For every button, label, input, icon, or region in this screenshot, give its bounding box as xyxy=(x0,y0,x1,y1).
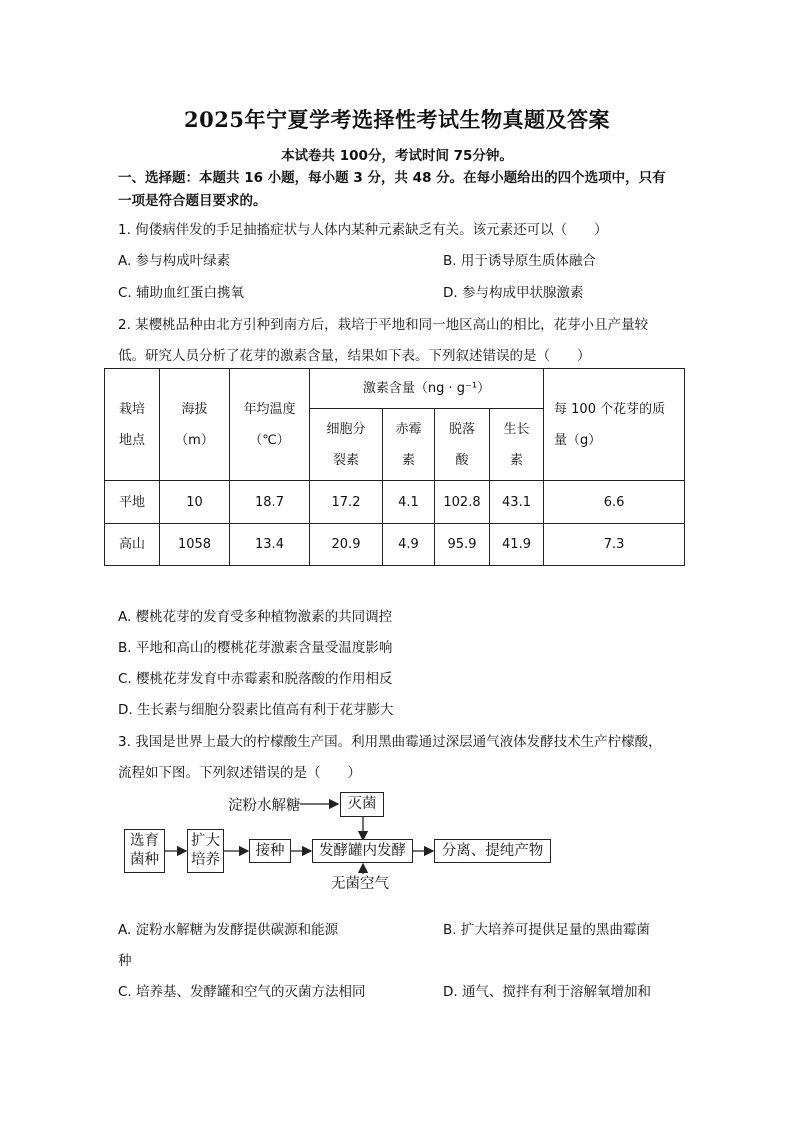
q3-option-a: A. 淀粉水解糖为发酵提供碳源和能源 xyxy=(118,922,339,938)
cell-bud-mass: 6.6 xyxy=(544,481,685,524)
q2-option-c: C. 樱桃花芽发育中赤霉素和脱落酸的作用相反 xyxy=(118,671,393,687)
table-row xyxy=(105,481,685,524)
q2-option-d: D. 生长素与细胞分裂素比值高有利于花芽膨大 xyxy=(118,702,394,718)
cell-cytokinin: 20.9 xyxy=(310,524,383,566)
cell-gibberellin: 4.1 xyxy=(383,481,435,524)
q1-stem: 1. 佝偻病伴发的手足抽搐症状与人体内某种元素缺乏有关。该元素还可以（ ） xyxy=(118,222,608,238)
header-auxin: 生长 素 xyxy=(490,409,544,481)
cell-bud-mass: 7.3 xyxy=(544,524,685,566)
flow-ferment-box: 发酵罐内发酵 xyxy=(312,839,413,863)
q1-option-d: D. 参与构成甲状腺激素 xyxy=(443,285,584,301)
cell-auxin: 43.1 xyxy=(490,481,544,524)
flow-select-box: 选育 菌种 xyxy=(124,829,165,873)
q3-stem-line1: 3. 我国是世界上最大的柠檬酸生产国。利用黑曲霉通过深层通气液体发酵技术生产柠檬酸， xyxy=(118,734,662,750)
cell-temperature: 18.7 xyxy=(230,481,310,524)
cell-site: 高山 xyxy=(105,524,160,566)
q2-option-b: B. 平地和高山的樱桃花芽激素含量受温度影响 xyxy=(118,640,393,656)
process-flowchart xyxy=(120,790,560,890)
header-altitude: 海拔 （m） xyxy=(160,369,230,481)
section-heading-line2: 一项是符合题目要求的。 xyxy=(118,193,267,209)
flow-sterilize-box: 灭菌 xyxy=(340,792,384,817)
flow-air-label: 无菌空气 xyxy=(331,876,389,892)
header-temperature: 年均温度 （℃） xyxy=(230,369,310,481)
q3-option-d: D. 通气、搅拌有利于溶解氧增加和 xyxy=(443,984,651,1000)
cell-gibberellin: 4.9 xyxy=(383,524,435,566)
header-site: 栽培 地点 xyxy=(105,369,160,481)
q2-stem-line1: 2. 某樱桃品种由北方引种到南方后，栽培于平地和同一地区高山的相比，花芽小且产量较 xyxy=(118,317,649,333)
hormone-table xyxy=(104,368,685,566)
cell-abscisic-acid: 95.9 xyxy=(435,524,490,566)
cell-altitude: 10 xyxy=(160,481,230,524)
cell-temperature: 13.4 xyxy=(230,524,310,566)
q3-option-b: B. 扩大培养可提供足量的黑曲霉菌 xyxy=(443,922,650,938)
header-bud-mass: 每 100 个花芽的质 量（g） xyxy=(544,369,685,481)
q1-option-b: B. 用于诱导原生质体融合 xyxy=(443,253,596,269)
exam-info: 本试卷共 100分，考试时间 75分钟。 xyxy=(281,148,513,164)
cell-cytokinin: 17.2 xyxy=(310,481,383,524)
cell-site: 平地 xyxy=(105,481,160,524)
cell-abscisic-acid: 102.8 xyxy=(435,481,490,524)
header-abscisic-acid: 脱落 酸 xyxy=(435,409,490,481)
cell-auxin: 41.9 xyxy=(490,524,544,566)
flow-inoculate-box: 接种 xyxy=(249,839,291,863)
q2-option-a: A. 樱桃花芽的发育受多种植物激素的共同调控 xyxy=(118,609,393,625)
q3-option-c: C. 培养基、发酵罐和空气的灭菌方法相同 xyxy=(118,984,366,1000)
table-row xyxy=(105,524,685,566)
cell-altitude: 1058 xyxy=(160,524,230,566)
page-title: 2025年宁夏学考选择性考试生物真题及答案 xyxy=(184,107,610,132)
q1-option-a: A. 参与构成叶绿素 xyxy=(118,253,231,269)
q3-option-b-cont: 种 xyxy=(118,953,132,969)
header-hormone: 激素含量（ng · g⁻¹） xyxy=(310,369,544,409)
flow-expand-box: 扩大 培养 xyxy=(187,829,224,873)
flow-starch-label: 淀粉水解糖 xyxy=(228,798,301,814)
section-heading-line1: 一、选择题：本题共 16 小题，每小题 3 分，共 48 分。在每小题给出的四个选项中，只有 xyxy=(118,170,666,186)
header-gibberellin: 赤霉 素 xyxy=(383,409,435,481)
flow-separate-box: 分离、提纯产物 xyxy=(434,839,551,863)
header-cytokinin: 细胞分 裂素 xyxy=(310,409,383,481)
q1-option-c: C. 辅助血红蛋白携氧 xyxy=(118,285,245,301)
q3-stem-line2: 流程如下图。下列叙述错误的是（ ） xyxy=(118,765,361,781)
q2-stem-line2: 低。研究人员分析了花芽的激素含量，结果如下表。下列叙述错误的是（ ） xyxy=(118,348,591,364)
